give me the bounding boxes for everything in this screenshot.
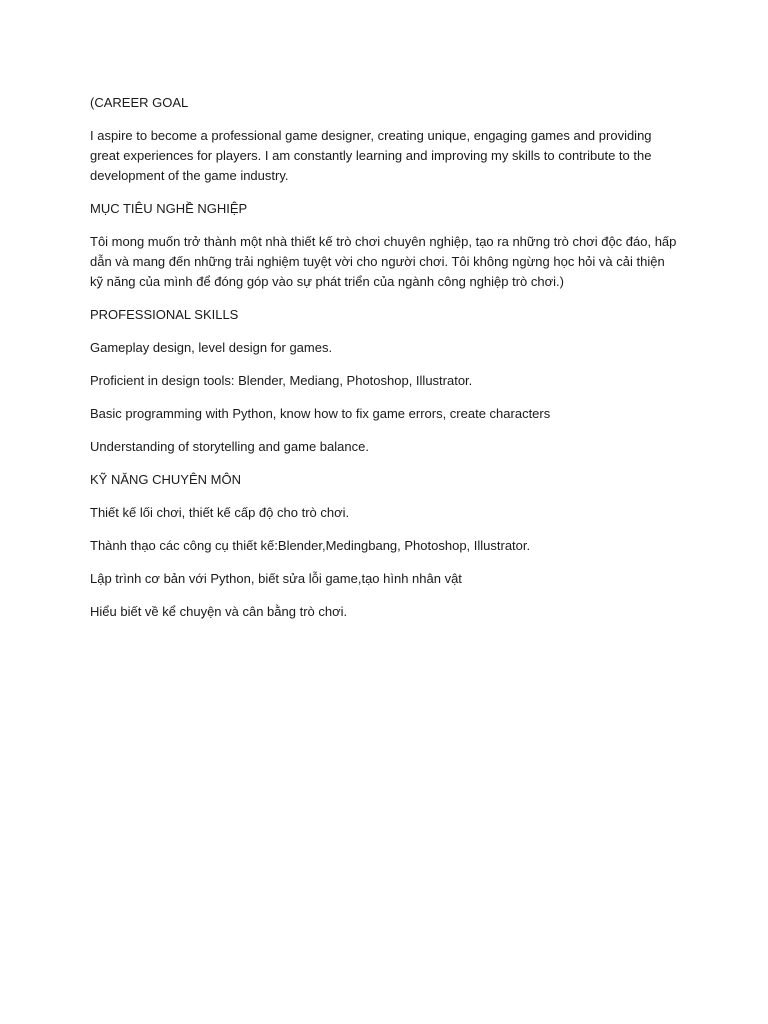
career-goal-heading-vi: MỤC TIÊU NGHỀ NGHIỆP <box>90 201 248 216</box>
skill-item-en-4: Understanding of storytelling and game balance. <box>90 439 369 454</box>
skill-item-vi-1: Thiết kế lối chơi, thiết kế cấp độ cho trò chơi. <box>90 505 350 520</box>
career-goal-text-en: I aspire to become a professional game designer, creating unique, engaging games and providing great experiences for players. I am constantly learning and improving my skills to contribute to the development of the game industry. <box>90 128 652 183</box>
skill-item-en-1: Gameplay design, level design for games. <box>90 340 333 355</box>
career-goal-heading-en: (CAREER GOAL <box>90 95 189 110</box>
skill-item-en-3: Basic programming with Python, know how to fix game errors, create characters <box>90 406 551 421</box>
document-body <box>90 93 680 635</box>
skill-item-vi-4: Hiểu biết về kể chuyện và cân bằng trò chơi. <box>90 604 348 619</box>
professional-skills-heading-en: PROFESSIONAL SKILLS <box>90 307 239 322</box>
skill-item-vi-2: Thành thạo các công cụ thiết kế:Blender,Medingbang, Photoshop, Illustrator. <box>90 538 531 553</box>
career-goal-text-vi: Tôi mong muốn trở thành một nhà thiết kế trò chơi chuyên nghiệp, tạo ra những trò chơi độc đáo, hấp dẫn và mang đến những trải nghiệm tuyệt vời cho người chơi. Tôi không ngừng học hỏi và cải thiện kỹ năng của mình để đóng góp vào sự phát triển của ngành công nghiệp trò chơi.) <box>90 234 677 289</box>
professional-skills-heading-vi: KỸ NĂNG CHUYÊN MÔN <box>90 472 241 487</box>
skill-item-en-2: Proficient in design tools: Blender, Mediang, Photoshop, Illustrator. <box>90 373 473 388</box>
skill-item-vi-3: Lập trình cơ bản với Python, biết sửa lỗi game,tạo hình nhân vật <box>90 571 462 586</box>
